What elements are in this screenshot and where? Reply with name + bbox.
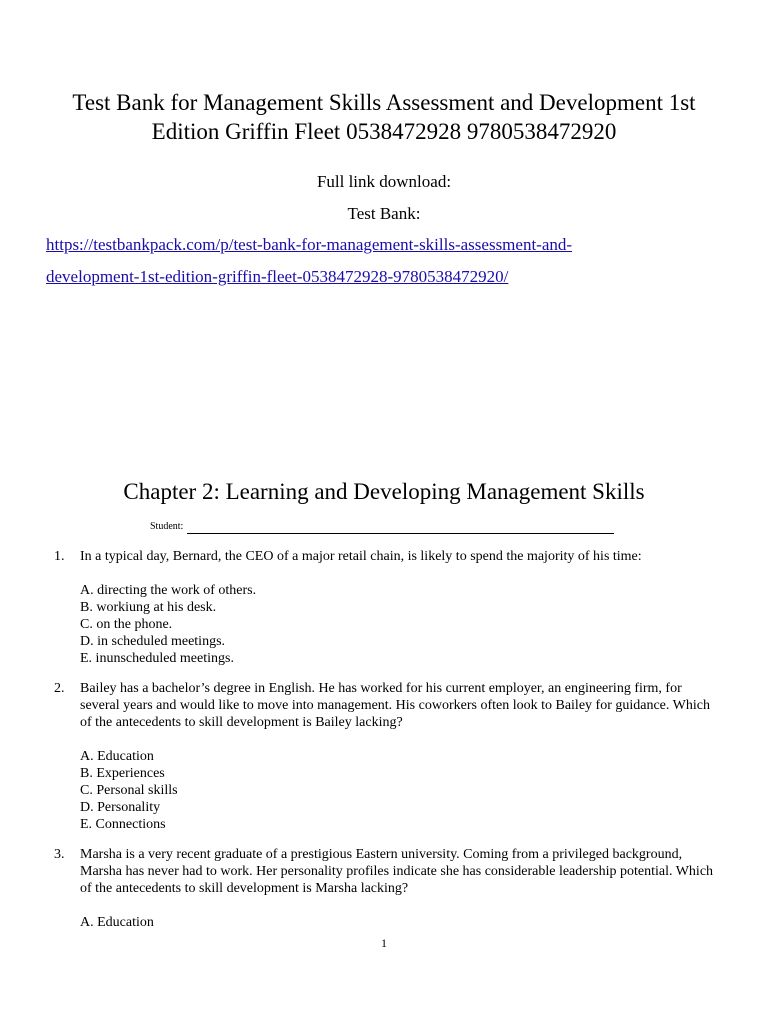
answer-options <box>80 748 724 833</box>
document-title-line-2: Edition Griffin Fleet 0538472928 9780538472920 <box>151 119 617 144</box>
answer-option: D. Personality <box>80 800 161 815</box>
answer-option: A. directing the work of others. <box>80 583 257 598</box>
question-number: 2. <box>54 681 65 696</box>
answer-option: E. Connections <box>80 817 166 832</box>
question-text: Bailey has a bachelor’s degree in English. He has worked for his current employer, an engineering firm, for several years and would like to move into management. His coworkers often look to Bailey for guidance. Which of the antecedents to skill development is Bailey lacking? <box>80 681 710 730</box>
document-title-line-1: Test Bank for Management Skills Assessment and Development 1st <box>72 90 696 115</box>
answer-option: D. in scheduled meetings. <box>80 634 226 649</box>
question-number: 1. <box>54 549 65 564</box>
download-link-line-1[interactable]: https://testbankpack.com/p/test-bank-for-management-skills-assessment-and- <box>46 235 573 254</box>
test-bank-label: Test Bank: <box>347 204 421 223</box>
answer-option: C. on the phone. <box>80 617 173 632</box>
download-link-line-2[interactable]: development-1st-edition-griffin-fleet-0538472928-9780538472920/ <box>46 267 509 286</box>
answer-option: A. Education <box>80 915 154 930</box>
answer-options <box>80 582 724 667</box>
question-3 <box>54 846 724 931</box>
question-2 <box>54 680 724 833</box>
answer-option: B. Experiences <box>80 766 165 781</box>
document-title <box>40 88 728 146</box>
student-label: Student: <box>150 521 184 532</box>
page-number: 1 <box>381 936 387 950</box>
question-1 <box>54 548 724 667</box>
answer-option: B. workiung at his desk. <box>80 600 217 615</box>
answer-option: C. Personal skills <box>80 783 178 798</box>
question-number: 3. <box>54 847 65 862</box>
answer-option: E. inunscheduled meetings. <box>80 651 234 666</box>
full-link-label: Full link download: <box>316 172 452 191</box>
answer-options <box>80 914 724 931</box>
student-field <box>150 520 614 534</box>
student-name-line[interactable] <box>187 521 614 534</box>
answer-option: A. Education <box>80 749 154 764</box>
question-text: In a typical day, Bernard, the CEO of a major retail chain, is likely to spend the majority of his time: <box>80 549 642 564</box>
chapter-title: Chapter 2: Learning and Developing Management Skills <box>123 479 645 504</box>
question-text: Marsha is a very recent graduate of a prestigious Eastern university. Coming from a privileged background, Marsha has never had to work. Her personality profiles indicate she has considerable leadership potential. Which of the antecedents to skill development is Marsha lacking? <box>80 847 714 896</box>
